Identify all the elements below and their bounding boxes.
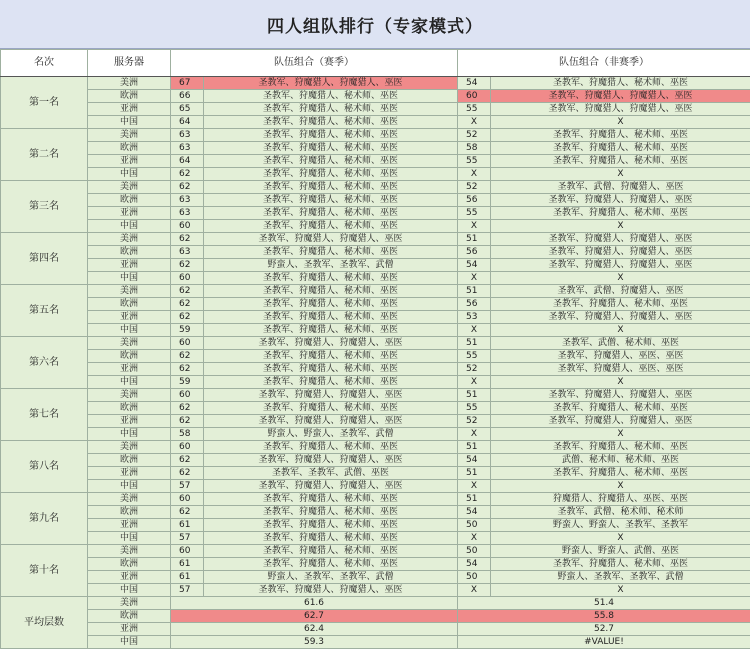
server-cell: 欧洲 (88, 350, 171, 363)
nonseason-team: 圣教军、武僧、秘术师、秘术师 (491, 506, 750, 519)
season-level: 65 (171, 103, 204, 116)
nonseason-level: 58 (458, 142, 491, 155)
server-cell: 中国 (88, 272, 171, 285)
server-cell: 中国 (88, 636, 171, 649)
nonseason-level: X (458, 584, 491, 597)
nonseason-level: X (458, 116, 491, 129)
nonseason-team: X (491, 116, 750, 129)
server-cell: 中国 (88, 584, 171, 597)
nonseason-level: 54 (458, 259, 491, 272)
server-cell: 亚洲 (88, 623, 171, 636)
season-level: 60 (171, 441, 204, 454)
season-level: 64 (171, 155, 204, 168)
season-level: 62 (171, 363, 204, 376)
rank-label: 第一名 (1, 77, 88, 129)
nonseason-level: X (458, 272, 491, 285)
season-team: 圣教军、狩魔猎人、狩魔猎人、巫医 (204, 233, 458, 246)
nonseason-team: 圣教军、狩魔猎人、巫医、巫医 (491, 350, 750, 363)
rank-label: 第二名 (1, 129, 88, 181)
server-cell: 美洲 (88, 233, 171, 246)
server-cell: 中国 (88, 532, 171, 545)
season-level: 59 (171, 324, 204, 337)
nonseason-team: 圣教军、狩魔猎人、狩魔猎人、巫医 (491, 194, 750, 207)
table-row (1, 233, 750, 246)
server-cell: 中国 (88, 428, 171, 441)
rank-label: 第八名 (1, 441, 88, 493)
season-team: 圣教军、狩魔猎人、秘术师、巫医 (204, 272, 458, 285)
nonseason-level: 52 (458, 363, 491, 376)
nonseason-team: 圣教军、武僧、秘术师、巫医 (491, 337, 750, 350)
nonseason-team: 圣教军、武僧、狩魔猎人、巫医 (491, 181, 750, 194)
server-cell: 欧洲 (88, 454, 171, 467)
nonseason-level: 51 (458, 493, 491, 506)
table-row (1, 116, 750, 129)
server-cell: 亚洲 (88, 571, 171, 584)
nonseason-level: 51 (458, 467, 491, 480)
table-row (1, 259, 750, 272)
server-cell: 亚洲 (88, 155, 171, 168)
season-team: 圣教军、狩魔猎人、秘术师、巫医 (204, 363, 458, 376)
nonseason-level: X (458, 376, 491, 389)
season-team: 圣教军、圣教军、武僧、巫医 (204, 467, 458, 480)
season-average: 61.6 (171, 597, 458, 610)
rank-label: 第七名 (1, 389, 88, 441)
server-cell: 亚洲 (88, 259, 171, 272)
header-row (1, 50, 750, 77)
nonseason-level: 55 (458, 350, 491, 363)
season-level: 60 (171, 220, 204, 233)
season-team: 圣教军、狩魔猎人、秘术师、巫医 (204, 155, 458, 168)
nonseason-team: X (491, 272, 750, 285)
average-row (1, 636, 750, 649)
nonseason-team: 圣教军、狩魔猎人、秘术师、巫医 (491, 129, 750, 142)
table-row (1, 298, 750, 311)
nonseason-average: 51.4 (458, 597, 750, 610)
table-row (1, 155, 750, 168)
nonseason-team: 野蛮人、野蛮人、圣教军、圣教军 (491, 519, 750, 532)
server-cell: 中国 (88, 324, 171, 337)
season-team: 圣教军、狩魔猎人、秘术师、巫医 (204, 402, 458, 415)
season-team: 圣教军、狩魔猎人、秘术师、巫医 (204, 90, 458, 103)
season-team: 圣教军、狩魔猎人、秘术师、巫医 (204, 298, 458, 311)
nonseason-level: 51 (458, 441, 491, 454)
table-row (1, 168, 750, 181)
season-team: 圣教军、狩魔猎人、秘术师、巫医 (204, 311, 458, 324)
nonseason-team: 野蛮人、圣教军、圣教军、武僧 (491, 571, 750, 584)
server-cell: 美洲 (88, 389, 171, 402)
season-level: 63 (171, 129, 204, 142)
table-row (1, 415, 750, 428)
table-row (1, 337, 750, 350)
nonseason-level: 55 (458, 207, 491, 220)
season-team: 圣教军、狩魔猎人、秘术师、巫医 (204, 545, 458, 558)
nonseason-team: 圣教军、狩魔猎人、狩魔猎人、巫医 (491, 246, 750, 259)
season-team: 圣教军、狩魔猎人、秘术师、巫医 (204, 246, 458, 259)
season-level: 62 (171, 168, 204, 181)
nonseason-team: X (491, 584, 750, 597)
nonseason-team: 圣教军、狩魔猎人、秘术师、巫医 (491, 142, 750, 155)
table-row (1, 194, 750, 207)
nonseason-level: 60 (458, 90, 491, 103)
nonseason-level: X (458, 532, 491, 545)
nonseason-team: 圣教军、狩魔猎人、狩魔猎人、巫医 (491, 90, 750, 103)
nonseason-level: X (458, 324, 491, 337)
header-nonseason: 队伍组合（非赛季） (458, 50, 750, 77)
nonseason-level: 51 (458, 389, 491, 402)
server-cell: 亚洲 (88, 415, 171, 428)
table-row (1, 181, 750, 194)
server-cell: 欧洲 (88, 142, 171, 155)
season-team: 圣教军、狩魔猎人、秘术师、巫医 (204, 116, 458, 129)
nonseason-level: X (458, 168, 491, 181)
server-cell: 欧洲 (88, 402, 171, 415)
season-level: 60 (171, 337, 204, 350)
season-level: 63 (171, 246, 204, 259)
rank-label: 第十名 (1, 545, 88, 597)
nonseason-team: 野蛮人、野蛮人、武僧、巫医 (491, 545, 750, 558)
server-cell: 中国 (88, 220, 171, 233)
season-team: 圣教军、狩魔猎人、秘术师、巫医 (204, 324, 458, 337)
table-row (1, 545, 750, 558)
server-cell: 亚洲 (88, 363, 171, 376)
header-server: 服务器 (88, 50, 171, 77)
nonseason-level: X (458, 428, 491, 441)
season-level: 63 (171, 142, 204, 155)
table-row (1, 311, 750, 324)
season-team: 圣教军、狩魔猎人、秘术师、巫医 (204, 285, 458, 298)
season-level: 63 (171, 194, 204, 207)
season-average: 59.3 (171, 636, 458, 649)
season-level: 62 (171, 181, 204, 194)
table-row (1, 142, 750, 155)
server-cell: 中国 (88, 376, 171, 389)
table-row (1, 285, 750, 298)
server-cell: 美洲 (88, 337, 171, 350)
nonseason-team: 圣教军、狩魔猎人、秘术师、巫医 (491, 402, 750, 415)
table-row (1, 220, 750, 233)
nonseason-level: 55 (458, 155, 491, 168)
server-cell: 美洲 (88, 545, 171, 558)
season-level: 58 (171, 428, 204, 441)
season-team: 野蛮人、圣教军、圣教军、武僧 (204, 259, 458, 272)
season-level: 57 (171, 480, 204, 493)
rank-label: 第四名 (1, 233, 88, 285)
table-row (1, 389, 750, 402)
season-level: 62 (171, 285, 204, 298)
table-row (1, 350, 750, 363)
server-cell: 欧洲 (88, 610, 171, 623)
nonseason-team: 圣教军、狩魔猎人、秘术师、巫医 (491, 207, 750, 220)
season-team: 圣教军、狩魔猎人、秘术师、巫医 (204, 181, 458, 194)
nonseason-team: 圣教军、狩魔猎人、秘术师、巫医 (491, 467, 750, 480)
season-team: 圣教军、狩魔猎人、秘术师、巫医 (204, 207, 458, 220)
nonseason-level: 54 (458, 77, 491, 90)
season-team: 圣教军、狩魔猎人、秘术师、巫医 (204, 168, 458, 181)
table-row (1, 363, 750, 376)
nonseason-team: X (491, 324, 750, 337)
table-row (1, 272, 750, 285)
nonseason-team: X (491, 376, 750, 389)
nonseason-team: X (491, 168, 750, 181)
rank-label: 第九名 (1, 493, 88, 545)
nonseason-level: 56 (458, 298, 491, 311)
header-rank: 名次 (1, 50, 88, 77)
season-team: 圣教军、狩魔猎人、秘术师、巫医 (204, 103, 458, 116)
season-level: 60 (171, 389, 204, 402)
season-level: 62 (171, 506, 204, 519)
server-cell: 亚洲 (88, 207, 171, 220)
nonseason-team: 圣教军、狩魔猎人、狩魔猎人、巫医 (491, 259, 750, 272)
server-cell: 中国 (88, 480, 171, 493)
season-average: 62.7 (171, 610, 458, 623)
nonseason-level: 54 (458, 558, 491, 571)
season-team: 野蛮人、野蛮人、圣教军、武僧 (204, 428, 458, 441)
server-cell: 美洲 (88, 285, 171, 298)
table-row (1, 571, 750, 584)
season-level: 62 (171, 298, 204, 311)
season-team: 圣教军、狩魔猎人、秘术师、巫医 (204, 532, 458, 545)
server-cell: 欧洲 (88, 558, 171, 571)
nonseason-level: 51 (458, 337, 491, 350)
season-team: 圣教军、狩魔猎人、秘术师、巫医 (204, 493, 458, 506)
table-row (1, 558, 750, 571)
season-team: 圣教军、狩魔猎人、秘术师、巫医 (204, 350, 458, 363)
nonseason-average: 52.7 (458, 623, 750, 636)
server-cell: 美洲 (88, 77, 171, 90)
season-team: 圣教军、狩魔猎人、狩魔猎人、巫医 (204, 584, 458, 597)
server-cell: 欧洲 (88, 506, 171, 519)
table-row (1, 207, 750, 220)
nonseason-level: 50 (458, 571, 491, 584)
season-team: 圣教军、狩魔猎人、狩魔猎人、巫医 (204, 389, 458, 402)
season-team: 圣教军、狩魔猎人、狩魔猎人、巫医 (204, 454, 458, 467)
season-level: 63 (171, 207, 204, 220)
season-team: 圣教军、狩魔猎人、秘术师、巫医 (204, 129, 458, 142)
season-level: 59 (171, 376, 204, 389)
nonseason-average: #VALUE! (458, 636, 750, 649)
season-level: 61 (171, 558, 204, 571)
nonseason-team: 圣教军、狩魔猎人、狩魔猎人、巫医 (491, 389, 750, 402)
table-row (1, 480, 750, 493)
nonseason-level: X (458, 220, 491, 233)
nonseason-level: 54 (458, 506, 491, 519)
nonseason-level: 50 (458, 519, 491, 532)
table-row (1, 77, 750, 90)
nonseason-team: 武僧、秘术师、秘术师、巫医 (491, 454, 750, 467)
server-cell: 美洲 (88, 129, 171, 142)
server-cell: 欧洲 (88, 246, 171, 259)
server-cell: 亚洲 (88, 519, 171, 532)
season-average: 62.4 (171, 623, 458, 636)
nonseason-team: X (491, 480, 750, 493)
rank-label: 第六名 (1, 337, 88, 389)
season-level: 62 (171, 259, 204, 272)
nonseason-level: 55 (458, 402, 491, 415)
nonseason-average: 55.8 (458, 610, 750, 623)
table-row (1, 90, 750, 103)
rank-label: 第三名 (1, 181, 88, 233)
season-team: 圣教军、狩魔猎人、秘术师、巫医 (204, 506, 458, 519)
nonseason-team: X (491, 428, 750, 441)
nonseason-team: X (491, 220, 750, 233)
table-row (1, 103, 750, 116)
nonseason-team: 圣教军、狩魔猎人、狩魔猎人、巫医 (491, 233, 750, 246)
nonseason-team: 圣教军、狩魔猎人、秘术师、巫医 (491, 441, 750, 454)
season-level: 62 (171, 311, 204, 324)
nonseason-team: 圣教军、狩魔猎人、狩魔猎人、巫医 (491, 415, 750, 428)
server-cell: 美洲 (88, 493, 171, 506)
server-cell: 中国 (88, 116, 171, 129)
nonseason-team: 圣教军、狩魔猎人、秘术师、巫医 (491, 77, 750, 90)
nonseason-level: 51 (458, 233, 491, 246)
season-level: 60 (171, 272, 204, 285)
server-cell: 亚洲 (88, 467, 171, 480)
season-team: 野蛮人、圣教军、圣教军、武僧 (204, 571, 458, 584)
season-level: 62 (171, 233, 204, 246)
season-level: 62 (171, 454, 204, 467)
server-cell: 亚洲 (88, 103, 171, 116)
rank-label: 第五名 (1, 285, 88, 337)
page-title: 四人组队排行（专家模式） (0, 0, 750, 49)
average-label: 平均层数 (1, 597, 88, 649)
season-level: 67 (171, 77, 204, 90)
season-level: 64 (171, 116, 204, 129)
average-row (1, 610, 750, 623)
server-cell: 欧洲 (88, 90, 171, 103)
nonseason-team: 圣教军、狩魔猎人、狩魔猎人、巫医 (491, 311, 750, 324)
header-season: 队伍组合（赛季） (171, 50, 458, 77)
season-team: 圣教军、狩魔猎人、秘术师、巫医 (204, 441, 458, 454)
season-level: 60 (171, 545, 204, 558)
nonseason-team: X (491, 532, 750, 545)
season-team: 圣教军、狩魔猎人、秘术师、巫医 (204, 142, 458, 155)
nonseason-level: 52 (458, 181, 491, 194)
season-level: 60 (171, 493, 204, 506)
season-team: 圣教军、狩魔猎人、狩魔猎人、巫医 (204, 480, 458, 493)
table-row (1, 402, 750, 415)
nonseason-team: 圣教军、狩魔猎人、秘术师、巫医 (491, 558, 750, 571)
season-team: 圣教军、狩魔猎人、秘术师、巫医 (204, 558, 458, 571)
table-row (1, 506, 750, 519)
table-row (1, 467, 750, 480)
season-team: 圣教军、狩魔猎人、秘术师、巫医 (204, 194, 458, 207)
server-cell: 中国 (88, 168, 171, 181)
table-row (1, 519, 750, 532)
server-cell: 亚洲 (88, 311, 171, 324)
nonseason-level: 56 (458, 246, 491, 259)
table-row (1, 584, 750, 597)
table-row (1, 532, 750, 545)
table-row (1, 129, 750, 142)
table-row (1, 428, 750, 441)
average-row (1, 597, 750, 610)
season-level: 66 (171, 90, 204, 103)
season-level: 57 (171, 584, 204, 597)
nonseason-level: 53 (458, 311, 491, 324)
nonseason-level: 55 (458, 103, 491, 116)
table-row (1, 324, 750, 337)
nonseason-team: 圣教军、武僧、狩魔猎人、巫医 (491, 285, 750, 298)
season-level: 62 (171, 415, 204, 428)
table-row (1, 376, 750, 389)
season-team: 圣教军、狩魔猎人、秘术师、巫医 (204, 220, 458, 233)
nonseason-level: X (458, 480, 491, 493)
season-team: 圣教军、狩魔猎人、狩魔猎人、巫医 (204, 415, 458, 428)
season-team: 圣教军、狩魔猎人、狩魔猎人、巫医 (204, 77, 458, 90)
season-level: 61 (171, 519, 204, 532)
server-cell: 美洲 (88, 597, 171, 610)
nonseason-level: 52 (458, 129, 491, 142)
nonseason-team: 圣教军、狩魔猎人、狩魔猎人、巫医 (491, 103, 750, 116)
nonseason-level: 54 (458, 454, 491, 467)
server-cell: 欧洲 (88, 298, 171, 311)
ranking-table (0, 49, 750, 649)
server-cell: 欧洲 (88, 194, 171, 207)
server-cell: 美洲 (88, 441, 171, 454)
nonseason-team: 圣教军、狩魔猎人、秘术师、巫医 (491, 298, 750, 311)
nonseason-level: 56 (458, 194, 491, 207)
server-cell: 美洲 (88, 181, 171, 194)
table-row (1, 493, 750, 506)
nonseason-level: 51 (458, 285, 491, 298)
nonseason-level: 50 (458, 545, 491, 558)
season-level: 62 (171, 402, 204, 415)
nonseason-level: 52 (458, 415, 491, 428)
table-row (1, 246, 750, 259)
season-team: 圣教军、狩魔猎人、秘术师、巫医 (204, 519, 458, 532)
table-row (1, 454, 750, 467)
average-row (1, 623, 750, 636)
season-level: 62 (171, 350, 204, 363)
table-row (1, 441, 750, 454)
season-team: 圣教军、狩魔猎人、狩魔猎人、巫医 (204, 337, 458, 350)
season-level: 57 (171, 532, 204, 545)
nonseason-team: 圣教军、狩魔猎人、秘术师、巫医 (491, 155, 750, 168)
season-level: 62 (171, 467, 204, 480)
nonseason-team: 狩魔猎人、狩魔猎人、巫医、巫医 (491, 493, 750, 506)
nonseason-team: 圣教军、狩魔猎人、巫医、巫医 (491, 363, 750, 376)
season-level: 61 (171, 571, 204, 584)
season-team: 圣教军、狩魔猎人、秘术师、巫医 (204, 376, 458, 389)
